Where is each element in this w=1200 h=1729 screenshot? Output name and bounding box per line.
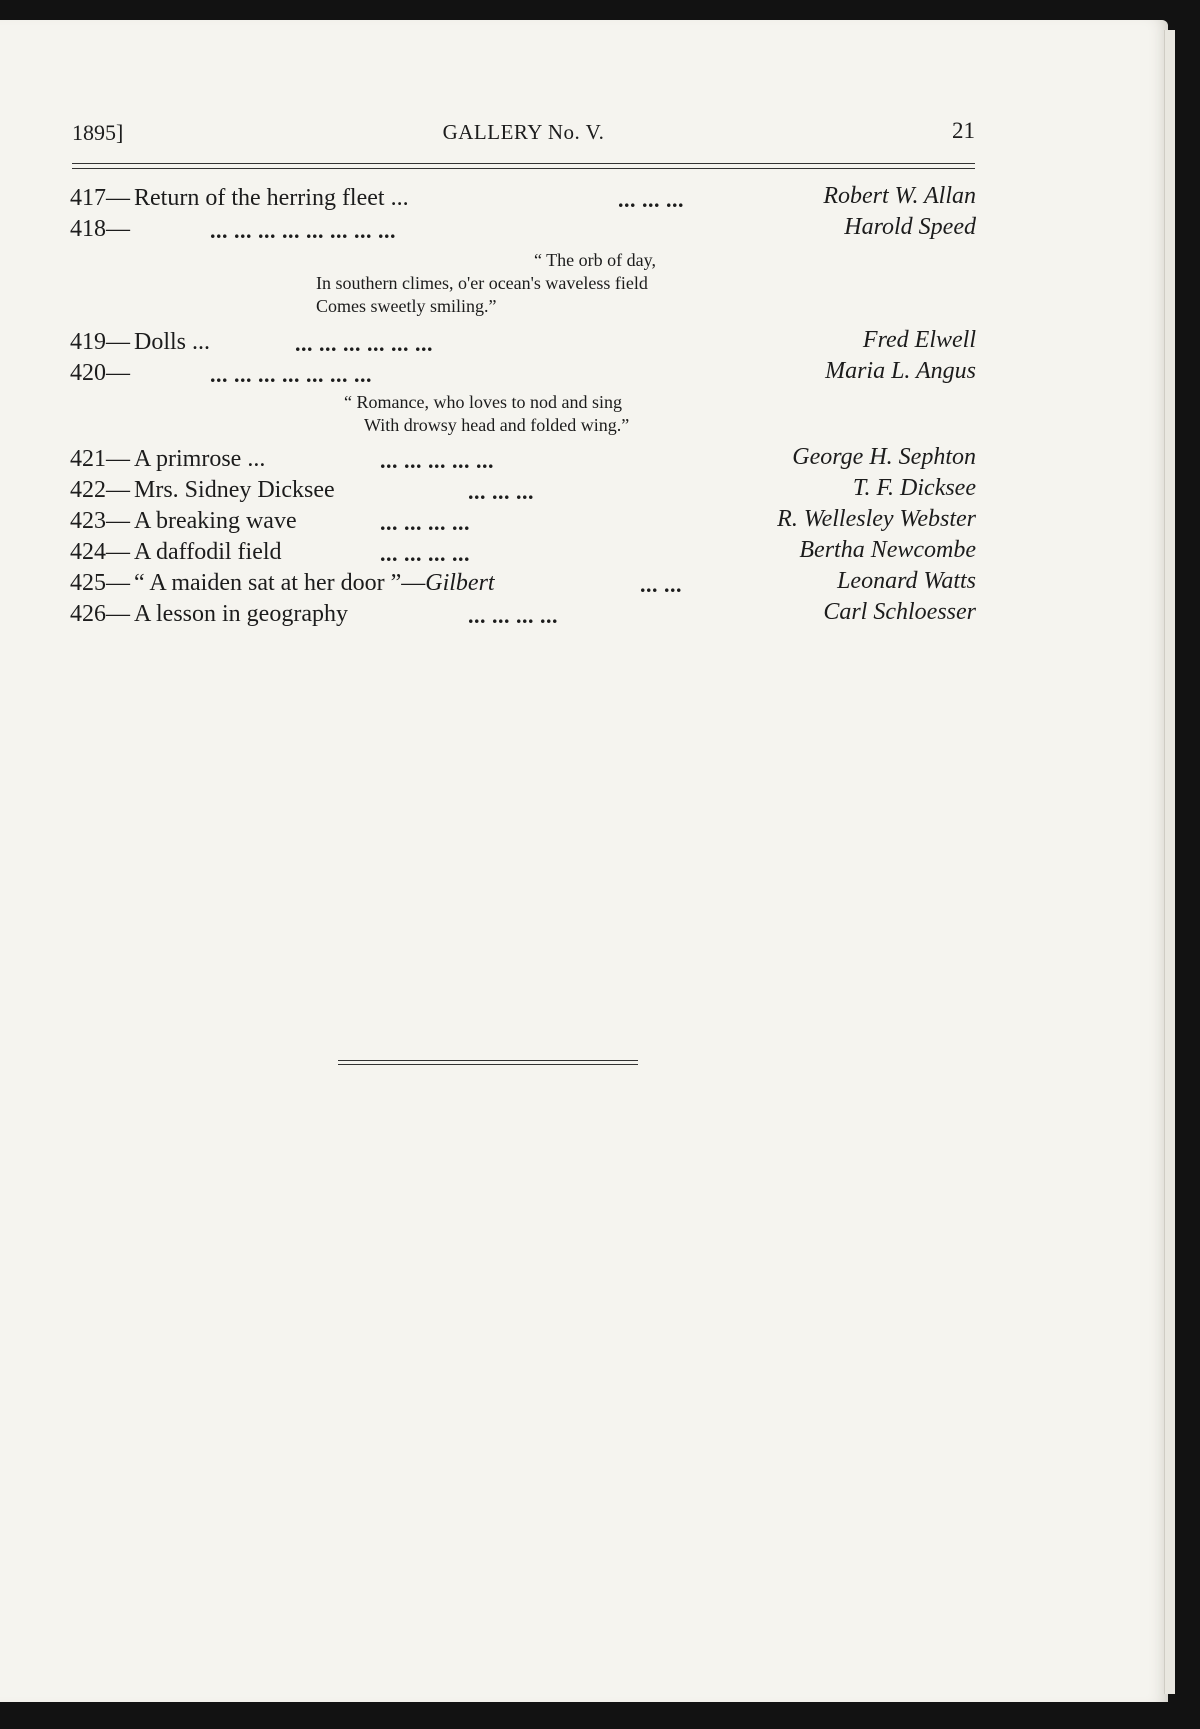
header-year: 1895] — [72, 120, 124, 145]
entry-number: 423— — [70, 508, 130, 534]
entry-leader-dots: ... ... ... — [468, 479, 534, 504]
header-title: GALLERY No. V. — [442, 120, 605, 144]
catalogue-entries — [70, 185, 980, 632]
entry-number: 424— — [70, 539, 130, 565]
entry-quote — [344, 391, 980, 446]
entry-artist: Leonard Watts — [837, 568, 976, 594]
entry-title: Mrs. Sidney Dicksee — [134, 477, 335, 503]
entry-number: 418— — [70, 216, 130, 242]
entry-leader-dots: ... ... — [640, 572, 682, 597]
entry-leader-dots: ... ... ... ... ... ... ... — [210, 362, 372, 387]
entry-artist: Maria L. Angus — [825, 358, 976, 384]
entry-title-author: Gilbert — [425, 570, 495, 596]
entry-leader-dots: ... ... ... — [618, 187, 684, 212]
entry-leader-dots: ... ... ... ... — [380, 510, 470, 535]
quote-line: “ The orb of day, — [534, 250, 656, 270]
entry-number: 419— — [70, 329, 130, 355]
entry-title: A lesson in geography — [134, 601, 348, 627]
catalogue-entry — [70, 570, 980, 601]
entry-number: 421— — [70, 446, 130, 472]
entry-number: 422— — [70, 477, 130, 503]
catalogue-entry — [70, 508, 980, 539]
entry-number: 420— — [70, 360, 130, 386]
section-end-rule — [338, 1060, 638, 1065]
entry-number: 425— — [70, 570, 130, 596]
catalogue-entry — [70, 360, 980, 391]
entry-number: 426— — [70, 601, 130, 627]
page-number: 21 — [952, 118, 975, 143]
entry-artist: Harold Speed — [844, 214, 976, 240]
entry-title: Dolls ... — [134, 329, 211, 355]
quote-line: With drowsy head and folded wing.” — [364, 415, 630, 435]
entry-leader-dots: ... ... ... ... ... ... ... ... — [210, 218, 396, 243]
entry-artist: T. F. Dicksee — [852, 475, 976, 501]
page-header — [72, 110, 975, 156]
entry-artist: R. Wellesley Webster — [777, 506, 976, 532]
entry-title-text: “ A maiden sat at her door ”— — [134, 570, 426, 596]
header-rule — [72, 163, 975, 169]
catalogue-entry — [70, 539, 980, 570]
catalogue-entry — [70, 446, 980, 477]
entry-artist: Robert W. Allan — [823, 183, 976, 209]
catalogue-entry — [70, 329, 980, 360]
entry-leader-dots: ... ... ... ... — [468, 603, 558, 628]
quote-line: Comes sweetly smiling.” — [316, 296, 497, 316]
entry-leader-dots: ... ... ... ... — [380, 541, 470, 566]
entry-title — [134, 570, 495, 597]
entry-title: A daffodil field — [134, 539, 282, 565]
catalogue-entry — [70, 601, 980, 632]
entry-artist: Fred Elwell — [862, 327, 976, 353]
entry-number: 417— — [70, 185, 130, 211]
entry-title: Return of the herring fleet ... — [134, 185, 409, 211]
entry-quote — [316, 249, 980, 329]
entry-leader-dots: ... ... ... ... ... — [380, 448, 494, 473]
entry-artist: Carl Schloesser — [823, 599, 976, 625]
catalogue-entry — [70, 216, 980, 247]
quote-line: “ Romance, who loves to nod and sing — [344, 392, 622, 412]
quote-line: In southern climes, o'er ocean's waveless field — [316, 273, 648, 293]
catalogue-entry — [70, 477, 980, 508]
entry-artist: Bertha Newcombe — [799, 537, 976, 563]
entry-leader-dots: ... ... ... ... ... ... — [295, 331, 433, 356]
entry-title: A primrose ... — [134, 446, 266, 472]
entry-artist: George H. Sephton — [792, 444, 976, 470]
entry-title: A breaking wave — [134, 508, 297, 534]
catalogue-entry — [70, 185, 980, 216]
page-edge — [1164, 30, 1175, 1694]
